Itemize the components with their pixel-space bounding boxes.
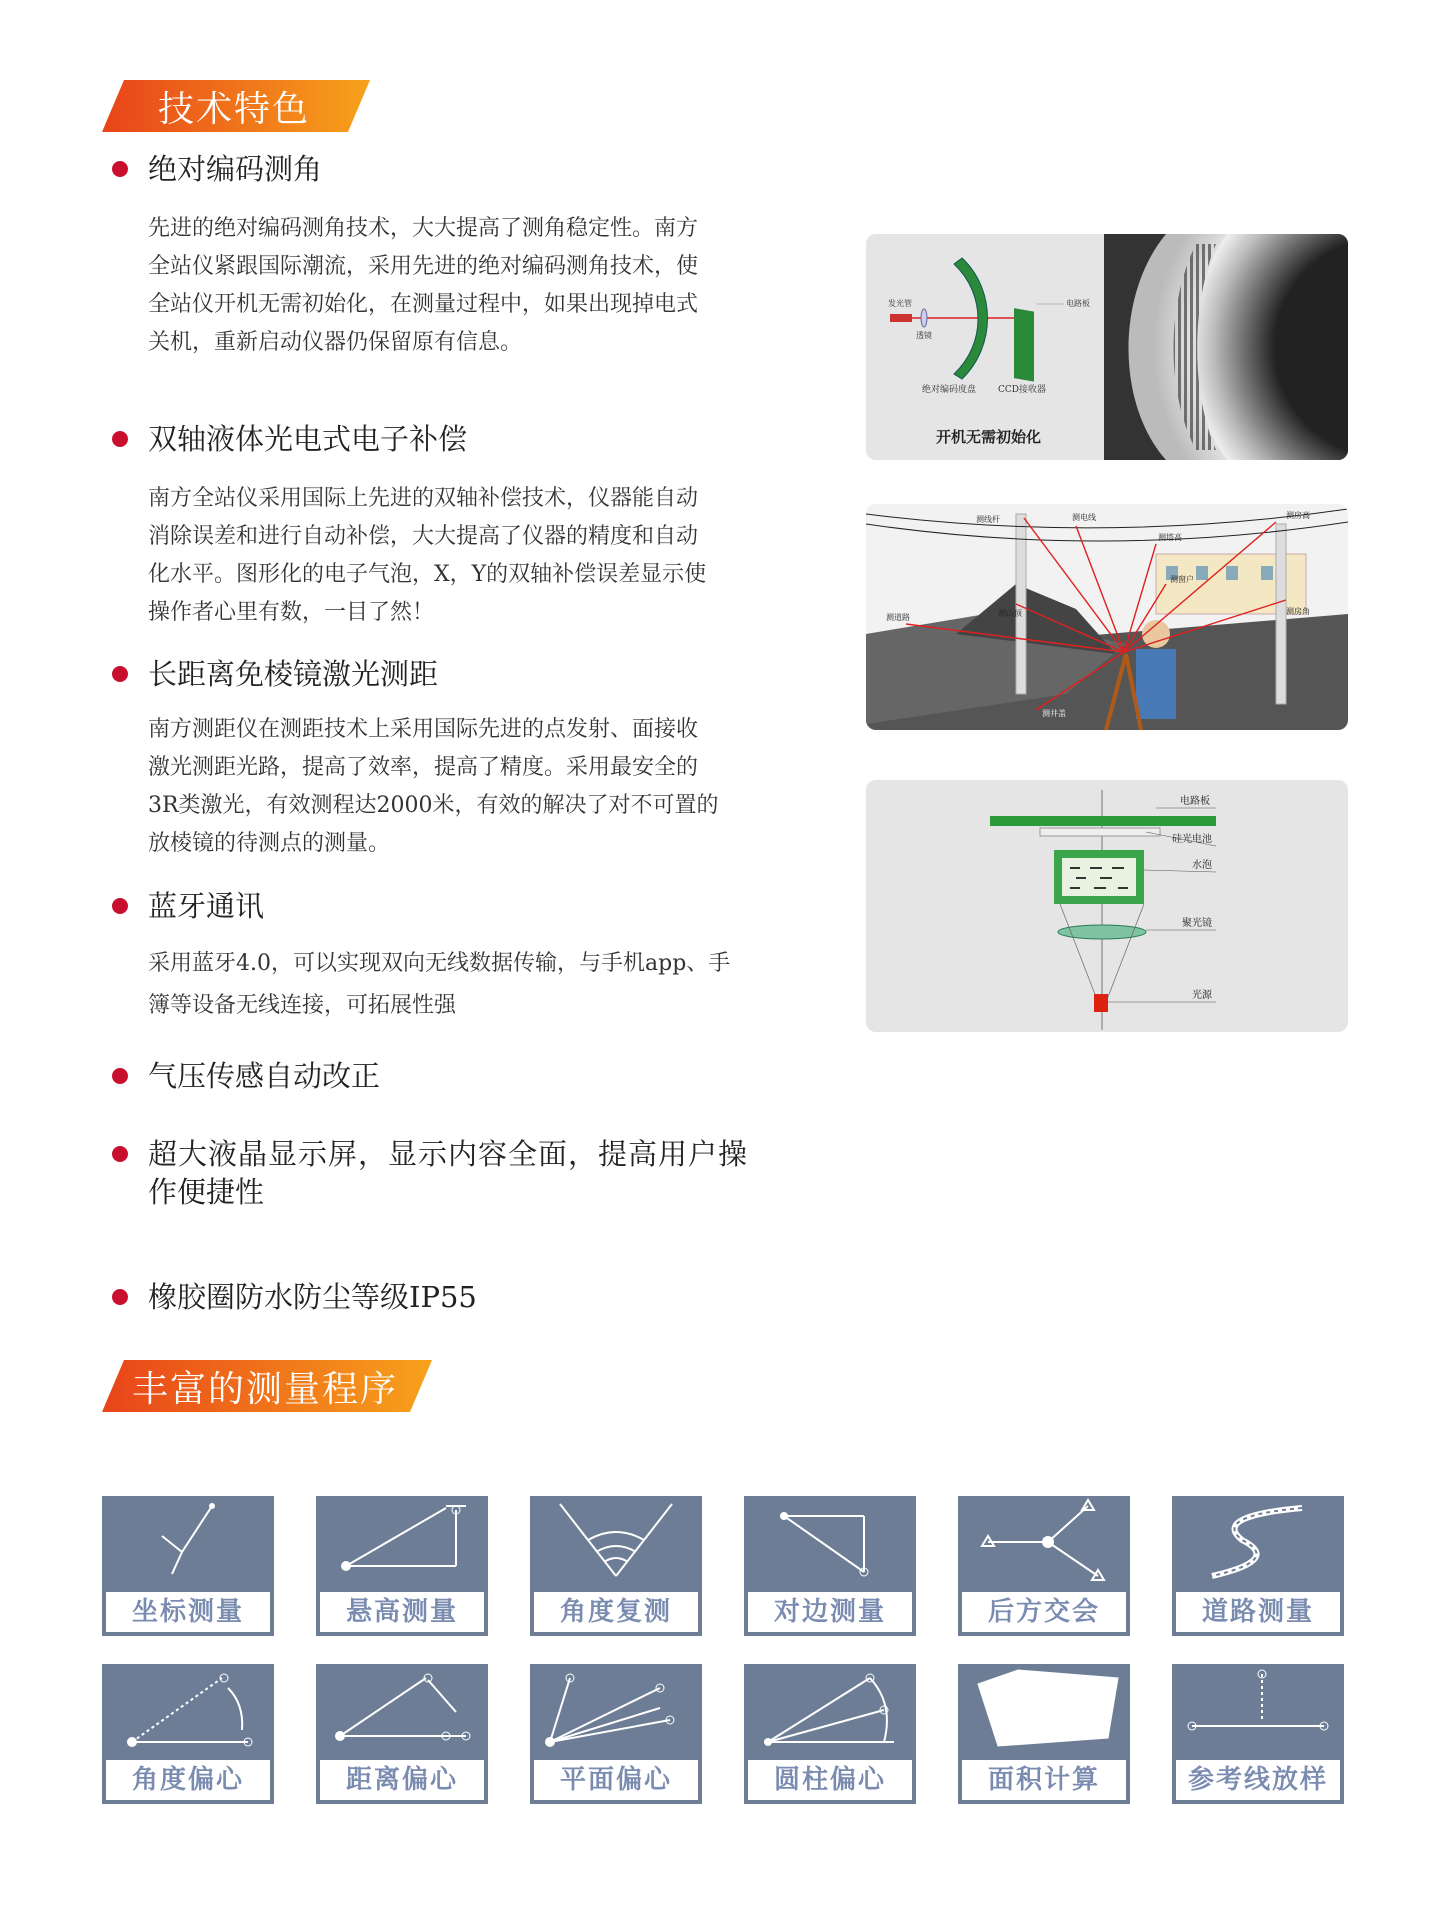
program-label: 面积计算 xyxy=(962,1760,1126,1800)
program-tile xyxy=(1172,1496,1344,1636)
program-label: 道路测量 xyxy=(1176,1592,1340,1632)
program-label: 参考线放样 xyxy=(1176,1760,1340,1800)
label-ccd: CCD接收器 xyxy=(998,385,1046,395)
program-tile xyxy=(102,1496,274,1636)
distance-offset-icon xyxy=(316,1664,488,1756)
feature-title: 双轴液体光电式电子补偿 xyxy=(148,422,468,456)
text-line: 3R类激光，有效测程达2000米，有效的解决了对不可置的 xyxy=(148,793,719,818)
figure-encoder xyxy=(866,234,1348,460)
label-bubble: 水泡 xyxy=(1192,860,1212,871)
text-line: 放棱镜的待测点的测量。 xyxy=(148,831,391,856)
text-line: 全站仪开机无需初始化，在测量过程中，如果出现掉电式 xyxy=(148,292,699,317)
section-title: 技术特色 xyxy=(158,88,311,130)
text-line: 超大液晶显示屏，显示内容全面，提高用户操 xyxy=(148,1137,749,1171)
label-tower: 测塔高 xyxy=(1158,533,1182,542)
text-line: 采用蓝牙4.0，可以实现双向无线数据传输，与手机app、手 xyxy=(148,951,731,976)
program-label: 角度偏心 xyxy=(106,1760,270,1800)
program-tile xyxy=(102,1664,274,1804)
label-source: 光源 xyxy=(1192,990,1212,1001)
label-house-height: 测房高 xyxy=(1286,511,1310,520)
program-tile xyxy=(530,1664,702,1804)
label-house-corner: 测房角 xyxy=(1286,607,1310,616)
program-label: 角度复测 xyxy=(534,1592,698,1632)
compensator-diagram xyxy=(866,780,1348,1032)
figure-caption: 开机无需初始化 xyxy=(936,428,1042,446)
label-emitter: 发光管 xyxy=(888,299,912,308)
feature-item xyxy=(112,1135,748,1211)
section-title: 丰富的测量程序 xyxy=(132,1368,399,1410)
angle-offset-icon xyxy=(102,1664,274,1756)
figure-compensator xyxy=(866,780,1348,1032)
road-icon xyxy=(1172,1496,1344,1588)
text-line: 先进的绝对编码测角技术，大大提高了测角稳定性。南方 xyxy=(148,216,699,241)
label-window: 测窗户 xyxy=(1170,575,1194,584)
feature-title: 长距离免棱镜激光测距 xyxy=(148,657,439,691)
area-icon xyxy=(958,1664,1130,1756)
program-label: 后方交会 xyxy=(962,1592,1126,1632)
feature-description xyxy=(148,711,719,863)
bullet-icon xyxy=(112,1289,128,1305)
reference-line-icon xyxy=(1172,1664,1344,1756)
program-label: 坐标测量 xyxy=(106,1592,270,1632)
label-board: 电路板 xyxy=(1180,796,1210,807)
feature-item xyxy=(112,887,730,1027)
bullet-icon xyxy=(112,1068,128,1084)
program-tile xyxy=(316,1664,488,1804)
feature-item xyxy=(112,1057,380,1095)
feature-item xyxy=(112,655,719,863)
bullet-icon xyxy=(112,161,128,177)
bullet-icon xyxy=(112,898,128,914)
remote-height-icon xyxy=(316,1496,488,1588)
program-label: 距离偏心 xyxy=(320,1760,484,1800)
text-line: 作便捷性 xyxy=(148,1175,265,1209)
feature-title: 绝对编码测角 xyxy=(148,152,323,186)
encoder-diagram xyxy=(866,234,1348,460)
text-line: 激光测距光路，提高了效率，提高了精度。采用最安全的 xyxy=(148,755,699,780)
feature-title xyxy=(148,1135,748,1211)
label-cell: 硅光电池 xyxy=(1172,834,1212,845)
text-line: 消除误差和进行自动补偿，大大提高了仪器的精度和自动 xyxy=(148,524,699,549)
program-tile xyxy=(530,1496,702,1636)
coordinate-icon xyxy=(102,1496,274,1588)
program-label: 悬高测量 xyxy=(320,1592,484,1632)
text-line: 簿等设备无线连接，可拓展性强 xyxy=(148,993,457,1018)
text-line: 南方测距仪在测距技术上采用国际先进的点发射、面接收 xyxy=(148,717,699,742)
label-road: 测道路 xyxy=(886,613,910,622)
program-tile xyxy=(744,1664,916,1804)
feature-item xyxy=(112,150,698,362)
label-hill: 测山顶 xyxy=(998,609,1022,618)
text-line: 关机，重新启动仪器仍保留原有信息。 xyxy=(148,330,523,355)
angle-repeat-icon xyxy=(530,1496,702,1588)
program-label: 圆柱偏心 xyxy=(748,1760,912,1800)
feature-description xyxy=(148,480,706,632)
program-tile xyxy=(958,1496,1130,1636)
bullet-icon xyxy=(112,431,128,447)
bullet-icon xyxy=(112,1146,128,1162)
program-tile xyxy=(1172,1664,1344,1804)
feature-item xyxy=(112,1278,477,1316)
figure-street-scene xyxy=(866,504,1348,730)
feature-title: 气压传感自动改正 xyxy=(148,1059,381,1093)
feature-title: 橡胶圈防水防尘等级IP55 xyxy=(148,1280,477,1314)
program-label: 对边测量 xyxy=(748,1592,912,1632)
label-disk: 绝对编码度盘 xyxy=(922,385,977,395)
text-line: 操作者心里有数，一目了然！ xyxy=(148,600,435,625)
program-tile xyxy=(744,1496,916,1636)
text-line: 化水平。图形化的电子气泡，X，Y的双轴补偿误差显示使 xyxy=(148,562,707,587)
label-lens: 聚光镜 xyxy=(1182,918,1212,929)
program-label: 平面偏心 xyxy=(534,1760,698,1800)
label-lens: 透镜 xyxy=(916,331,932,340)
section-banner-tech xyxy=(102,80,370,132)
label-well: 测井盖 xyxy=(1042,709,1066,718)
feature-item xyxy=(112,420,706,632)
section-banner-programs xyxy=(102,1360,432,1412)
street-scene xyxy=(866,504,1348,730)
program-tile xyxy=(316,1496,488,1636)
bullet-icon xyxy=(112,666,128,682)
feature-description xyxy=(148,943,730,1027)
label-pole: 测线杆 xyxy=(976,515,1000,524)
feature-description xyxy=(148,210,698,362)
label-wire: 测电线 xyxy=(1072,513,1096,522)
cylinder-offset-icon xyxy=(744,1664,916,1756)
feature-title: 蓝牙通讯 xyxy=(148,889,265,923)
missing-line-icon xyxy=(744,1496,916,1588)
text-line: 全站仪紧跟国际潮流，采用先进的绝对编码测角技术，使 xyxy=(148,254,699,279)
label-board: 电路板 xyxy=(1066,299,1090,308)
text-line: 南方全站仪采用国际上先进的双轴补偿技术，仪器能自动 xyxy=(148,486,699,511)
resection-icon xyxy=(958,1496,1130,1588)
program-tile xyxy=(958,1664,1130,1804)
plane-offset-icon xyxy=(530,1664,702,1756)
